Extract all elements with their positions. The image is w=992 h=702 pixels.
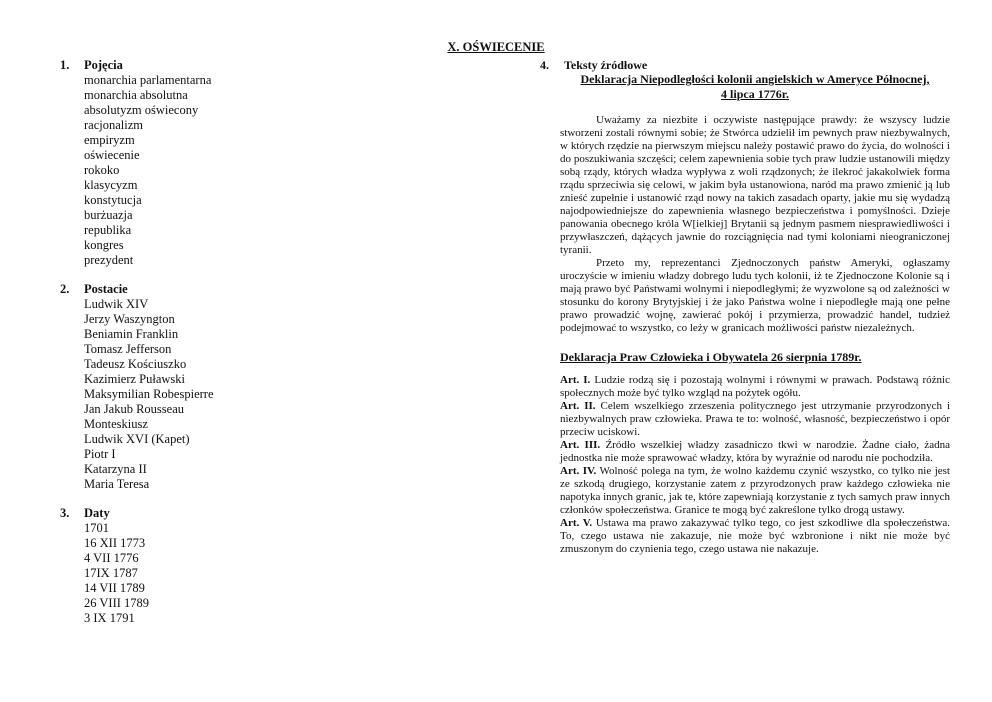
list-item: monarchia parlamentarna [84, 73, 212, 87]
list-item: Maria Teresa [84, 477, 150, 491]
section-people [60, 282, 390, 492]
list-item: 4 VII 1776 [84, 551, 139, 565]
page-title: X. OŚWIECENIE [447, 40, 545, 54]
list-item: Jerzy Waszyngton [84, 312, 175, 326]
article-item [560, 465, 950, 517]
list-item: 14 VII 1789 [84, 581, 145, 595]
dates-list [84, 521, 149, 626]
article-item [560, 400, 950, 439]
list-item: monarchia absolutna [84, 88, 188, 102]
section-heading: Postacie [84, 282, 128, 296]
left-column [60, 58, 390, 640]
section-heading: Teksty źródłowe [564, 58, 648, 72]
declaration-paragraph: Przeto my, reprezentanci Zjednoczonych państw Ameryki, ogłaszamy uroczyście w imieniu władzy dobrego ludu tych kolonii, iż te Zjednoczone Kolonie są i mają prawo być Państwami wolnymi i niepodległymi; że wyzwolone są od zależności w stosunku do korony Brytyjskiej i że jako Państwa wolne i niepodległe mają one pełne prawo prowadzić wojnę, zawierać pokój i przymierza, prowadzić handel, tudzież podejmować to wszystko, co leży w granicach możliwości państw niezależnych. [560, 257, 950, 334]
article-text: Wolność polega na tym, że wolno każdemu czynić wszystko, co tylko nie jest ze szkodą drugiego, korzystanie zatem z przyrodzonych praw każdego człowieka nie napotyka innych granic, jak te, które zapewniają korzystanie z tych samych praw innych członków społeczeństwa. Granice te mogą być zakreślone tylko drogą ustawy. [560, 465, 950, 516]
declaration-independence-title [560, 72, 950, 102]
list-item: 3 IX 1791 [84, 611, 135, 625]
list-item: Beniamin Franklin [84, 327, 179, 341]
list-item: rokoko [84, 163, 120, 177]
list-item: Ludwik XIV [84, 297, 149, 311]
declaration-rights-title: Deklaracja Praw Człowieka i Obywatela 26 sierpnia 1789r. [560, 350, 862, 364]
section-heading: Daty [84, 506, 110, 520]
list-item: empiryzm [84, 133, 135, 147]
article-text: Ustawa ma prawo zakazywać tylko tego, co jest szkodliwe dla społeczeństwa. To, czego ustawa nie zakazuje, nie może być wzbronione i nikt nie może być zmuszonym do czynienia tego, czego ustawa nie nakazuje. [560, 517, 950, 555]
article-text: Źródło wszelkiej władzy zasadniczo tkwi w narodzie. Żadne ciało, żadna jednostka nie może sprawować władzy, która by wyraźnie od narodu nie pochodziła. [560, 439, 950, 464]
list-item: Katarzyna II [84, 462, 147, 476]
list-item: Ludwik XVI (Kapet) [84, 432, 190, 446]
article-item [560, 439, 950, 465]
list-item: Tomasz Jefferson [84, 342, 172, 356]
article-item [560, 374, 950, 400]
article-text: Ludzie rodzą się i pozostają wolnymi i równymi w prawach. Podstawą różnic społecznych może być tylko wzgląd na pożytek ogółu. [560, 374, 950, 399]
list-item: 26 VIII 1789 [84, 596, 150, 610]
list-item: prezydent [84, 253, 134, 267]
article-item [560, 517, 950, 556]
list-item: republika [84, 223, 132, 237]
people-list [84, 297, 214, 492]
list-item: Kazimierz Puławski [84, 372, 186, 386]
article-label: Art. IV. [560, 465, 597, 477]
declaration-title-line: 4 lipca 1776r. [721, 87, 789, 101]
list-item: 17IX 1787 [84, 566, 138, 580]
article-text: Celem wszelkiego zrzeszenia politycznego jest utrzymanie przyrodzonych i niezbywalnych praw człowieka. Prawa te to: wolność, własność, bezpieczeństwo i opór przeciw uciskowi. [560, 400, 950, 438]
list-item: oświecenie [84, 148, 140, 162]
section-heading: Pojęcia [84, 58, 123, 72]
list-item: Monteskiusz [84, 417, 148, 431]
list-item: Jan Jakub Rousseau [84, 402, 184, 416]
section-number: 3. [60, 506, 70, 520]
article-label: Art. III. [560, 439, 601, 451]
list-item: 1701 [84, 521, 109, 535]
section-concepts [60, 58, 390, 268]
section-number: 4. [540, 58, 549, 72]
concepts-list [84, 73, 211, 268]
articles-list [540, 374, 950, 556]
list-item: konstytucja [84, 193, 142, 207]
list-item: 16 XII 1773 [84, 536, 146, 550]
list-item: Maksymilian Robespierre [84, 387, 214, 401]
section-number: 2. [60, 282, 70, 296]
list-item: burżuazja [84, 208, 133, 222]
article-label: Art. I. [560, 374, 591, 386]
list-item: Tadeusz Kościuszko [84, 357, 187, 371]
list-item: absolutyzm oświecony [84, 103, 199, 117]
right-column [540, 58, 950, 556]
list-item: klasycyzm [84, 178, 138, 192]
declaration-title-line: Deklaracja Niepodległości kolonii angielskich w Ameryce Północnej, [580, 72, 930, 86]
section-sources-heading [540, 58, 950, 72]
section-dates [60, 506, 390, 626]
article-label: Art. V. [560, 517, 593, 529]
section-number: 1. [60, 58, 70, 72]
list-item: Piotr I [84, 447, 116, 461]
list-item: kongres [84, 238, 124, 252]
declaration-paragraph: Uważamy za niezbite i oczywiste następujące prawdy: że wszyscy ludzie stworzeni zostali równymi sobie; że Stwórca udzielił im pewnych praw niezbywalnych, w których rzędzie na pierwszym miejscu należy postawić prawo do życia, do wolności i do poszukiwania szczęści; celem zapewnienia sobie tych praw ludzie ustanowili między sobą rządy, których władza wypływa z woli rządzonych; że ilekroć jakakolwiek forma rządu sprzeciwia się celowi, w jakim była ustanowiona, naród ma prawo zmienić ją lub znieść zupełnie i ustanowić rząd nowy na takich zasadach oparty, jakie mu się wydadzą najodpowiedniejsze do zapewnienia własnego bezpieczeństwa i pomyślności. Dzieje panowania obecnego króla W[ielkiej] Brytanii są jednym pasmem niesprawiedliwości i przywłaszczeń, dążących jawnie do rozciągnięcia nad tymi koloniami nieograniczonej tyranii. [560, 114, 950, 256]
article-label: Art. II. [560, 400, 596, 412]
list-item: racjonalizm [84, 118, 143, 132]
